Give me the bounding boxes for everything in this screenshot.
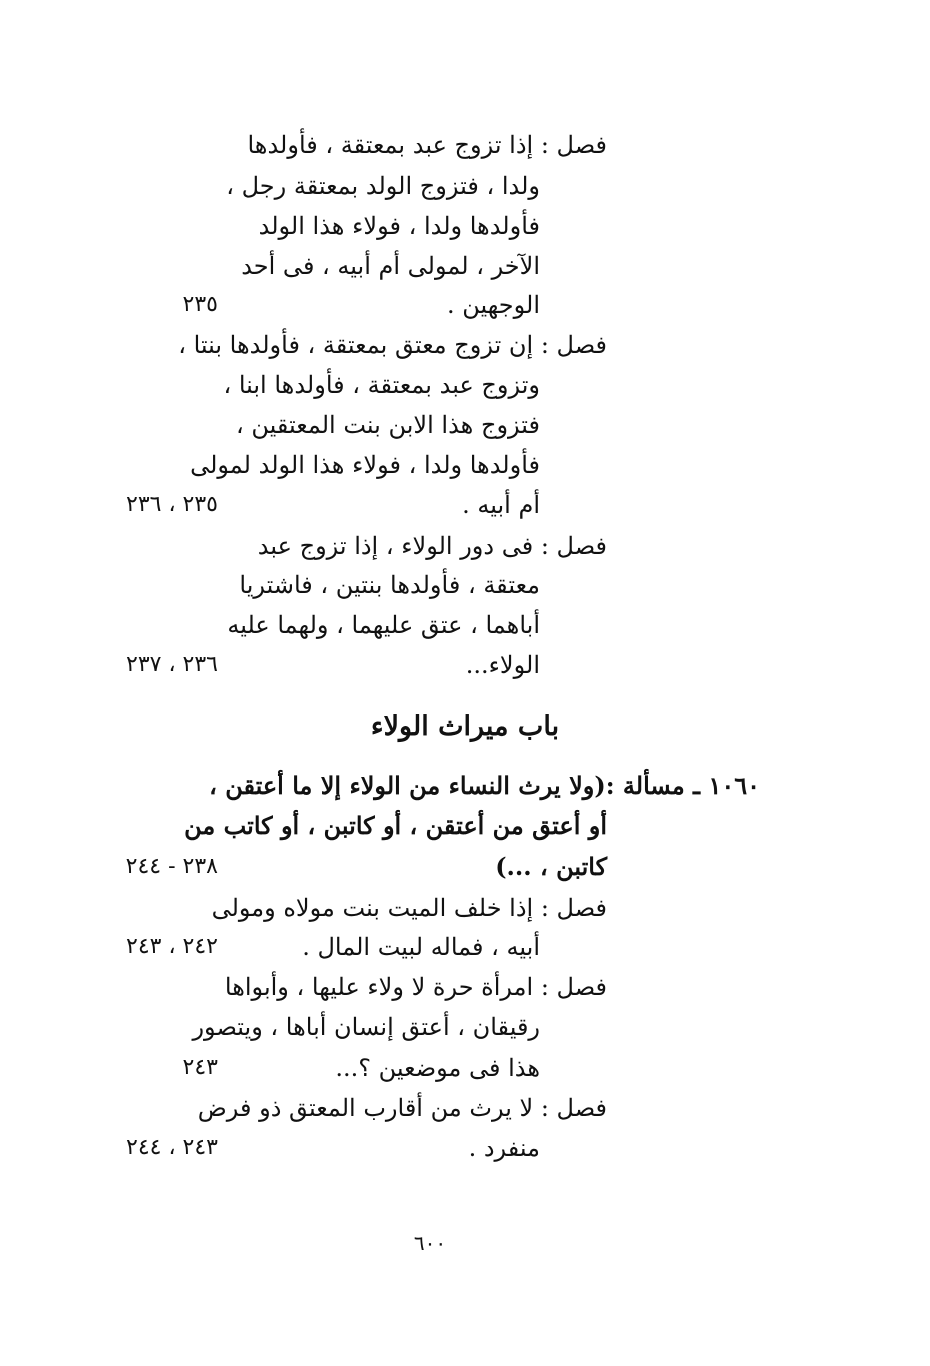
page-reference: ٢٤٣ bbox=[182, 1055, 218, 1080]
page-reference: ٢٣٦ ، ٢٣٧ bbox=[126, 652, 218, 677]
page-reference: ٢٣٥ ، ٢٣٦ bbox=[126, 492, 218, 517]
entry-line: فصل : إذا تزوج عبد بمعتقة ، فأولدها bbox=[247, 131, 607, 159]
entry-line: فصل : فى دور الولاء ، إذا تزوج عبد bbox=[257, 532, 607, 560]
page-reference: ٢٤٢ ، ٢٤٣ bbox=[126, 934, 218, 959]
entry-line: فأولدها ولدا ، فولاء هذا الولد لمولى bbox=[190, 451, 540, 479]
page-number: ٦٠٠ bbox=[413, 1231, 447, 1255]
entry-line: الوجهين . bbox=[446, 291, 540, 319]
entry-line: فصل : إذا خلف الميت بنت مولاه ومولى bbox=[211, 894, 607, 922]
page-reference: ٢٤٣ ، ٢٤٤ bbox=[126, 1135, 218, 1160]
entry-line: هذا فى موضعين ؟... bbox=[335, 1054, 540, 1082]
entry-line: وتزوج عبد بمعتقة ، فأولدها ابنا ، bbox=[223, 371, 540, 399]
entry-line: معتقة ، فأولدها بنتين ، فاشتريا bbox=[239, 571, 540, 599]
entry-line: الآخر ، لمولى أم أبيه ، فى أحد bbox=[241, 252, 540, 280]
entry-line: فأولدها ولدا ، فولاء هذا الولد bbox=[258, 212, 540, 240]
entry-line: أباهما ، عتق عليهما ، ولهما عليه bbox=[227, 611, 540, 639]
masala-line: كاتبن ، ...) bbox=[495, 852, 607, 881]
entry-line: فصل : إن تزوج معتق بمعتقة ، فأولدها بنتا ، bbox=[178, 331, 607, 359]
chapter-heading: باب ميراث الولاء bbox=[370, 711, 560, 742]
entry-line: فتزوج هذا الابن بنت المعتقين ، bbox=[236, 411, 540, 439]
entry-line: فصل : امرأة حرة لا ولاء عليها ، وأبواها bbox=[224, 973, 607, 1001]
masala-line: أو أعتق من أعتقن ، أو كاتبن ، أو كاتب من bbox=[184, 811, 607, 840]
entry-line: فصل : لا يرث من أقارب المعتق ذو فرض bbox=[197, 1094, 607, 1122]
page-reference: ٢٣٥ bbox=[182, 292, 218, 317]
entry-line: ولدا ، فتزوج الولد بمعتقة رجل ، bbox=[226, 172, 540, 200]
entry-line: منفرد . bbox=[468, 1134, 540, 1162]
page-reference: ٢٣٨ - ٢٤٤ bbox=[125, 854, 218, 879]
entry-line: أم أبيه . bbox=[462, 491, 540, 519]
masala-line: ١٠٦٠ ـ مسألة :(ولا يرث النساء من الولاء إلا ما أعتقن ، bbox=[209, 771, 760, 800]
entry-line: رقيقان ، أعتق إنسان أباها ، ويتصور bbox=[192, 1013, 540, 1041]
entry-line: أبيه ، فماله لبيت المال . bbox=[302, 933, 540, 961]
entry-line: الولاء... bbox=[465, 651, 540, 679]
